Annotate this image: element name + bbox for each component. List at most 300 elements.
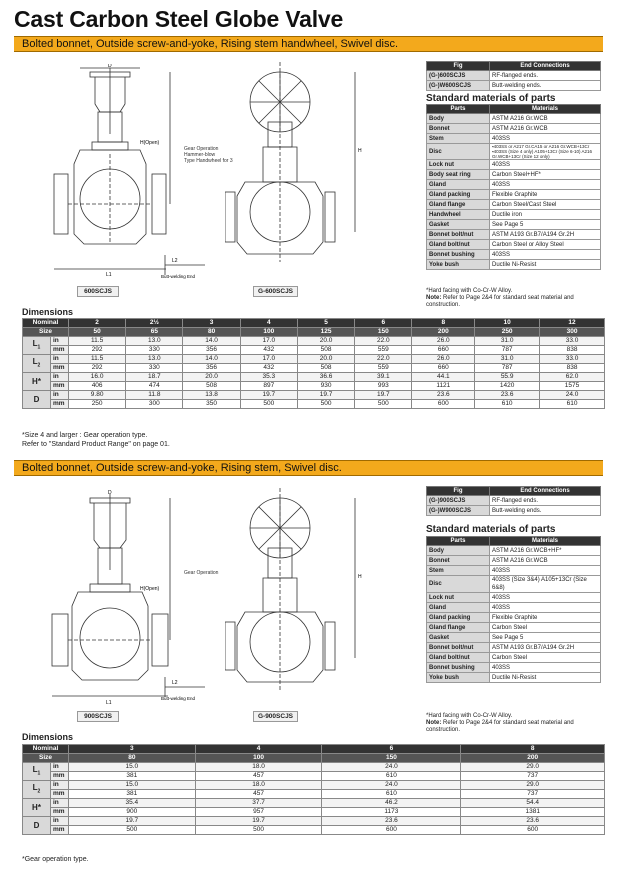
material-cell: Flexible Graphite: [490, 190, 601, 200]
value-mm: 660: [412, 346, 475, 355]
size-mm-header: 65: [126, 328, 183, 337]
part-name-cell: Yoke bush: [427, 673, 490, 683]
material-cell: Flexible Graphite: [490, 613, 601, 623]
part-name-cell: Gland bolt/nut: [427, 653, 490, 663]
part-name-cell: Body seat ring: [427, 170, 490, 180]
value-mm: 559: [355, 346, 412, 355]
value-mm: 381: [69, 772, 196, 781]
dimension-label: [23, 781, 51, 799]
dimension-symbol: L: [32, 356, 38, 366]
size-mm-header: 250: [475, 328, 540, 337]
value-in: 44.1: [412, 373, 475, 382]
table-row: [427, 210, 601, 220]
nominal-label: Nominal: [23, 319, 69, 328]
value-mm: 957: [195, 808, 322, 817]
value-in: 46.2: [322, 799, 461, 808]
value-in: 17.0: [240, 337, 297, 346]
material-cell: ASTM A216 Gr.WCB: [490, 114, 601, 124]
unit-mm: mm: [51, 400, 69, 409]
part-name-cell: Gasket: [427, 220, 490, 230]
section1-band: Bolted bonnet, Outside screw-and-yoke, Rising stem handwheel, Swivel disc.: [14, 36, 603, 52]
part-name-cell: Lock nut: [427, 160, 490, 170]
dimension-symbol: H*: [32, 802, 41, 812]
dimension-subscript: 1: [37, 770, 41, 777]
value-mm: 350: [183, 400, 240, 409]
unit-mm: mm: [51, 346, 69, 355]
value-mm: 600: [412, 400, 475, 409]
gear-note-1: Gear Operation Hammer-blow Type Handwheel for 3: [184, 146, 233, 164]
value-mm: 406: [69, 382, 126, 391]
table-row: [23, 808, 605, 817]
table-row: (G-)W600SCJS Butt-welding ends.: [427, 81, 601, 91]
value-in: 23.6: [461, 817, 605, 826]
value-in: 13.8: [183, 391, 240, 400]
dimension-subscript: 1: [37, 344, 41, 351]
hard-facing-note-1: *Hard facing with Co-Cr-W Alloy. Note: Refer to Page 2&4 for standard seat material and construction.: [426, 288, 574, 308]
table-row: [427, 653, 601, 663]
value-in: 37.7: [195, 799, 322, 808]
table-row: [23, 355, 605, 364]
dimensions-table-1: [22, 318, 605, 409]
dimensions-title-1: Dimensions: [22, 307, 74, 317]
size-in-header: 6: [355, 319, 412, 328]
part-name-cell: Bonnet: [427, 124, 490, 134]
value-mm: 737: [461, 790, 605, 799]
value-mm: 559: [355, 364, 412, 373]
table-row: [427, 623, 601, 633]
value-mm: 381: [69, 790, 196, 799]
value-in: 18.0: [195, 763, 322, 772]
size-in-header: 6: [322, 745, 461, 754]
caption-600scjs: 600SCJS: [77, 286, 119, 297]
table-row: [427, 643, 601, 653]
size-in-header: 3: [69, 745, 196, 754]
unit-mm: mm: [51, 826, 69, 835]
size-mm-header: 125: [297, 328, 354, 337]
value-in: 9.80: [69, 391, 126, 400]
value-in: 11.5: [69, 355, 126, 364]
caption-g600scjs: G-600SCJS: [253, 286, 298, 297]
footnotes-2: *Gear operation type.: [22, 856, 89, 863]
value-mm: 432: [240, 364, 297, 373]
part-name-cell: Gland packing: [427, 190, 490, 200]
unit-mm: mm: [51, 808, 69, 817]
table-row: [23, 391, 605, 400]
dimension-symbol: L: [32, 782, 38, 792]
dimension-label: [23, 337, 51, 355]
material-cell: 403SS: [490, 180, 601, 190]
table-row: [427, 240, 601, 250]
value-mm: 737: [461, 772, 605, 781]
value-mm: 250: [69, 400, 126, 409]
value-mm: 508: [183, 382, 240, 391]
part-name-cell: Gland packing: [427, 613, 490, 623]
size-label: Size: [23, 754, 69, 763]
dimension-symbol: D: [33, 820, 40, 830]
table-row: [427, 250, 601, 260]
part-name-cell: Bonnet bushing: [427, 250, 490, 260]
value-mm: 610: [322, 790, 461, 799]
size-in-header: 4: [240, 319, 297, 328]
part-name-cell: Body: [427, 546, 490, 556]
value-in: 11.8: [126, 391, 183, 400]
butt-weld-label: Butt-welding End: [161, 274, 196, 279]
table-row: [427, 576, 601, 593]
unit-in: in: [51, 355, 69, 364]
part-name-cell: Gasket: [427, 633, 490, 643]
value-in: 19.7: [297, 391, 354, 400]
unit-in: in: [51, 817, 69, 826]
table-row: [427, 180, 601, 190]
part-name-cell: Bonnet bolt/nut: [427, 230, 490, 240]
table-row: [23, 346, 605, 355]
dim-l2-label-2: L2: [172, 680, 178, 686]
value-in: 39.1: [355, 373, 412, 382]
material-cell: Carbon Steel: [490, 623, 601, 633]
size-mm-header: 300: [540, 328, 605, 337]
material-cell: 403SS: [490, 566, 601, 576]
part-name-cell: Body: [427, 114, 490, 124]
value-in: 35.3: [240, 373, 297, 382]
size-mm-header: 100: [240, 328, 297, 337]
table-row: [427, 200, 601, 210]
dim-l1-label-2: L1: [106, 700, 112, 706]
caption-g900scjs: G-900SCJS: [253, 711, 298, 722]
dimensions-table-2: [22, 744, 605, 835]
material-cell: ASTM A193 Gr.B7/A194 Gr.2H: [490, 643, 601, 653]
size-in-header: 5: [297, 319, 354, 328]
value-in: 18.7: [126, 373, 183, 382]
material-cell: 403SS: [490, 160, 601, 170]
table-row: [427, 144, 601, 160]
material-cell: ASTM A216 Gr.WCB+HF*: [490, 546, 601, 556]
part-name-cell: Gland bolt/nut: [427, 240, 490, 250]
size-mm-header: 200: [412, 328, 475, 337]
gear-note-2: Gear Operation: [184, 570, 219, 576]
value-mm: 930: [297, 382, 354, 391]
value-in: 20.0: [297, 355, 354, 364]
value-mm: 787: [475, 364, 540, 373]
value-in: 20.0: [297, 337, 354, 346]
value-mm: 1575: [540, 382, 605, 391]
size-label: Size: [23, 328, 69, 337]
dimension-subscript: 2: [37, 362, 41, 369]
value-in: 13.0: [126, 355, 183, 364]
table-row: [427, 124, 601, 134]
fig-table-2: [426, 486, 601, 516]
value-mm: 330: [126, 346, 183, 355]
unit-in: in: [51, 373, 69, 382]
unit-mm: mm: [51, 382, 69, 391]
unit-in: in: [51, 781, 69, 790]
size-in-header: 12: [540, 319, 605, 328]
dimension-label: [23, 373, 51, 391]
material-cell: 403SS: [490, 663, 601, 673]
unit-mm: mm: [51, 364, 69, 373]
table-row: [427, 633, 601, 643]
table-row: [23, 790, 605, 799]
size-in-header: 8: [461, 745, 605, 754]
size-in-header: 3: [183, 319, 240, 328]
end-connections-header: End Connections: [490, 62, 601, 71]
dim-h-label-g: H: [358, 148, 362, 154]
dimension-label: [23, 817, 51, 835]
value-in: 31.0: [475, 355, 540, 364]
page-title: Cast Carbon Steel Globe Valve: [14, 6, 344, 32]
material-cell: Ductile Ni-Resist: [490, 673, 601, 683]
value-in: 33.0: [540, 337, 605, 346]
value-mm: 897: [240, 382, 297, 391]
fig-header: Fig: [427, 487, 490, 496]
table-row: [23, 763, 605, 772]
material-cell: ASTM A193 Gr.B7/A194 Gr.2H: [490, 230, 601, 240]
dimension-symbol: D: [33, 394, 40, 404]
value-in: 26.0: [412, 355, 475, 364]
value-in: 20.0: [183, 373, 240, 382]
materials-body-2: [427, 546, 601, 683]
valve-drawing-g600scjs: [225, 62, 375, 288]
part-name-cell: Bonnet bolt/nut: [427, 643, 490, 653]
materials-table-1: [426, 104, 601, 270]
value-in: 33.0: [540, 355, 605, 364]
table-row: (G-)W900SCJS Butt-welding ends.: [427, 506, 601, 516]
size-mm-header: 50: [69, 328, 126, 337]
value-mm: 292: [69, 346, 126, 355]
valve-drawing-600scjs: [40, 64, 180, 296]
value-in: 36.6: [297, 373, 354, 382]
value-mm: 300: [126, 400, 183, 409]
valve-drawing-600scjs-buttweld: [160, 250, 210, 280]
value-in: 23.6: [412, 391, 475, 400]
material-cell: Ductile Ni-Resist: [490, 260, 601, 270]
dimension-symbol: H*: [32, 376, 41, 386]
dim-h-label-2: H(Open): [140, 586, 160, 592]
part-name-cell: Disc: [427, 576, 490, 593]
value-mm: 356: [183, 364, 240, 373]
table-row: (G-)900SCJS RF-flanged ends.: [427, 496, 601, 506]
material-cell: Carbon Steel+HF*: [490, 170, 601, 180]
value-mm: 600: [322, 826, 461, 835]
value-mm: 838: [540, 364, 605, 373]
value-mm: 1381: [461, 808, 605, 817]
material-cell: Carbon Steel or Alloy Steel: [490, 240, 601, 250]
dimension-symbol: L: [32, 764, 38, 774]
value-mm: 1420: [475, 382, 540, 391]
materials-header: Materials: [490, 537, 601, 546]
value-mm: 508: [297, 364, 354, 373]
value-in: 22.0: [355, 355, 412, 364]
value-in: 15.0: [69, 781, 196, 790]
value-in: 26.0: [412, 337, 475, 346]
dimension-label: [23, 799, 51, 817]
part-name-cell: Disc: [427, 144, 490, 160]
value-in: 31.0: [475, 337, 540, 346]
valve-drawing-900scjs-buttweld: [160, 672, 210, 702]
material-cell: 403SS: [490, 134, 601, 144]
material-cell: Carbon Steel: [490, 653, 601, 663]
end-connections-header: End Connections: [490, 487, 601, 496]
table-row: [427, 260, 601, 270]
size-mm-header: 150: [355, 328, 412, 337]
material-cell: 403SS: [490, 250, 601, 260]
size-mm-header: 200: [461, 754, 605, 763]
size-in-header: 2½: [126, 319, 183, 328]
value-mm: 610: [475, 400, 540, 409]
size-in-header: 10: [475, 319, 540, 328]
table-row: [427, 673, 601, 683]
value-in: 19.7: [355, 391, 412, 400]
table-row: [427, 613, 601, 623]
part-name-cell: Stem: [427, 566, 490, 576]
table-row: [427, 546, 601, 556]
section2-band: Bolted bonnet, Outside screw-and-yoke, Rising stem, Swivel disc.: [14, 460, 603, 476]
parts-header: Parts: [427, 537, 490, 546]
size-mm-header: 100: [195, 754, 322, 763]
materials-title-1: Standard materials of parts: [426, 93, 556, 104]
dimension-label: [23, 391, 51, 409]
table-row: [427, 663, 601, 673]
value-mm: 610: [322, 772, 461, 781]
unit-in: in: [51, 337, 69, 346]
value-in: 19.7: [69, 817, 196, 826]
part-name-cell: Gland: [427, 603, 490, 613]
value-mm: 600: [461, 826, 605, 835]
dim-l1-label: L1: [106, 272, 112, 278]
valve-drawing-900scjs: [40, 490, 180, 712]
value-mm: 1173: [322, 808, 461, 817]
dimension-label: [23, 355, 51, 373]
value-mm: 292: [69, 364, 126, 373]
table-row: [427, 170, 601, 180]
dim-h-label: H(Open): [140, 140, 160, 146]
unit-in: in: [51, 391, 69, 400]
table-row: [427, 134, 601, 144]
table-row: [23, 781, 605, 790]
value-in: 13.0: [126, 337, 183, 346]
value-mm: 500: [195, 826, 322, 835]
value-mm: 500: [69, 826, 196, 835]
value-mm: 457: [195, 772, 322, 781]
part-name-cell: Gland: [427, 180, 490, 190]
value-in: 23.6: [475, 391, 540, 400]
material-cell: ▪403SS or A217 Gr.CA15 or A216 Gr.WCB+13Cr ▪403SS (Size 4 only) A105+13Cr (Size 6-10) A216 Gr.WCB+13Cr (Size 12 only): [490, 144, 601, 160]
material-cell: Carbon Steel/Cast Steel: [490, 200, 601, 210]
fig-header: Fig: [427, 62, 490, 71]
footnotes-1: *Size 4 and larger : Gear operation type. Refer to "Standard Product Range" on page 01.: [22, 432, 170, 448]
value-in: 29.0: [461, 763, 605, 772]
table-row: [23, 799, 605, 808]
nominal-label: Nominal: [23, 745, 69, 754]
material-cell: 403SS: [490, 593, 601, 603]
butt-weld-label-2: Butt-welding End: [161, 696, 196, 701]
material-cell: 403SS: [490, 603, 601, 613]
value-mm: 500: [297, 400, 354, 409]
part-name-cell: Gland flange: [427, 200, 490, 210]
value-in: 24.0: [540, 391, 605, 400]
value-in: 62.0: [540, 373, 605, 382]
dim-d-label: D: [108, 64, 112, 69]
table-row: [427, 593, 601, 603]
fig-table-1: [426, 61, 601, 91]
material-cell: See Page 5: [490, 220, 601, 230]
value-in: 16.0: [69, 373, 126, 382]
size-mm-header: 80: [183, 328, 240, 337]
value-mm: 993: [355, 382, 412, 391]
materials-header: Materials: [490, 105, 601, 114]
dim-h-label-g2: H: [358, 574, 362, 580]
value-in: 23.6: [322, 817, 461, 826]
value-in: 14.0: [183, 337, 240, 346]
caption-900scjs: 900SCJS: [77, 711, 119, 722]
material-cell: ASTM A216 Gr.WCB: [490, 556, 601, 566]
value-in: 18.0: [195, 781, 322, 790]
part-name-cell: Gland flange: [427, 623, 490, 633]
value-mm: 508: [297, 346, 354, 355]
value-in: 19.7: [240, 391, 297, 400]
table-row: [23, 364, 605, 373]
table-row: [23, 382, 605, 391]
part-name-cell: Bonnet: [427, 556, 490, 566]
materials-body-1: [427, 114, 601, 270]
parts-header: Parts: [427, 105, 490, 114]
dimension-symbol: L: [32, 338, 38, 348]
value-in: 19.7: [195, 817, 322, 826]
value-mm: 500: [240, 400, 297, 409]
table-row: [427, 566, 601, 576]
materials-title-2: Standard materials of parts: [426, 524, 556, 535]
table-row: [427, 114, 601, 124]
value-mm: 474: [126, 382, 183, 391]
value-mm: 1121: [412, 382, 475, 391]
value-in: 35.4: [69, 799, 196, 808]
dimension-label: [23, 763, 51, 781]
value-in: 14.0: [183, 355, 240, 364]
size-in-header: 4: [195, 745, 322, 754]
material-cell: See Page 5: [490, 633, 601, 643]
table-row: [23, 337, 605, 346]
dimension-subscript: 2: [37, 788, 41, 795]
table-row: [23, 373, 605, 382]
value-mm: 660: [412, 364, 475, 373]
material-cell: Ductile iron: [490, 210, 601, 220]
value-in: 17.0: [240, 355, 297, 364]
table-row: (G-)600SCJS RF-flanged ends.: [427, 71, 601, 81]
table-row: [427, 190, 601, 200]
part-name-cell: Stem: [427, 134, 490, 144]
value-mm: 787: [475, 346, 540, 355]
material-cell: ASTM A216 Gr.WCB: [490, 124, 601, 134]
unit-mm: mm: [51, 772, 69, 781]
size-in-header: 8: [412, 319, 475, 328]
value-mm: 838: [540, 346, 605, 355]
hard-facing-note-2: *Hard facing with Co-Cr-W Alloy. Note: Refer to Page 2&4 for standard seat material and construction.: [426, 713, 574, 733]
value-in: 24.0: [322, 763, 461, 772]
value-in: 54.4: [461, 799, 605, 808]
value-in: 22.0: [355, 337, 412, 346]
value-in: 55.9: [475, 373, 540, 382]
value-mm: 500: [355, 400, 412, 409]
value-in: 11.5: [69, 337, 126, 346]
dim-l2-label: L2: [172, 258, 178, 264]
material-cell: 403SS (Size 3&4) A105+13Cr (Size 6&8): [490, 576, 601, 593]
table-row: [23, 817, 605, 826]
table-row: [23, 826, 605, 835]
table-row: [427, 160, 601, 170]
part-name-cell: Handwheel: [427, 210, 490, 220]
materials-table-2: [426, 536, 601, 683]
unit-in: in: [51, 763, 69, 772]
size-in-header: 2: [69, 319, 126, 328]
